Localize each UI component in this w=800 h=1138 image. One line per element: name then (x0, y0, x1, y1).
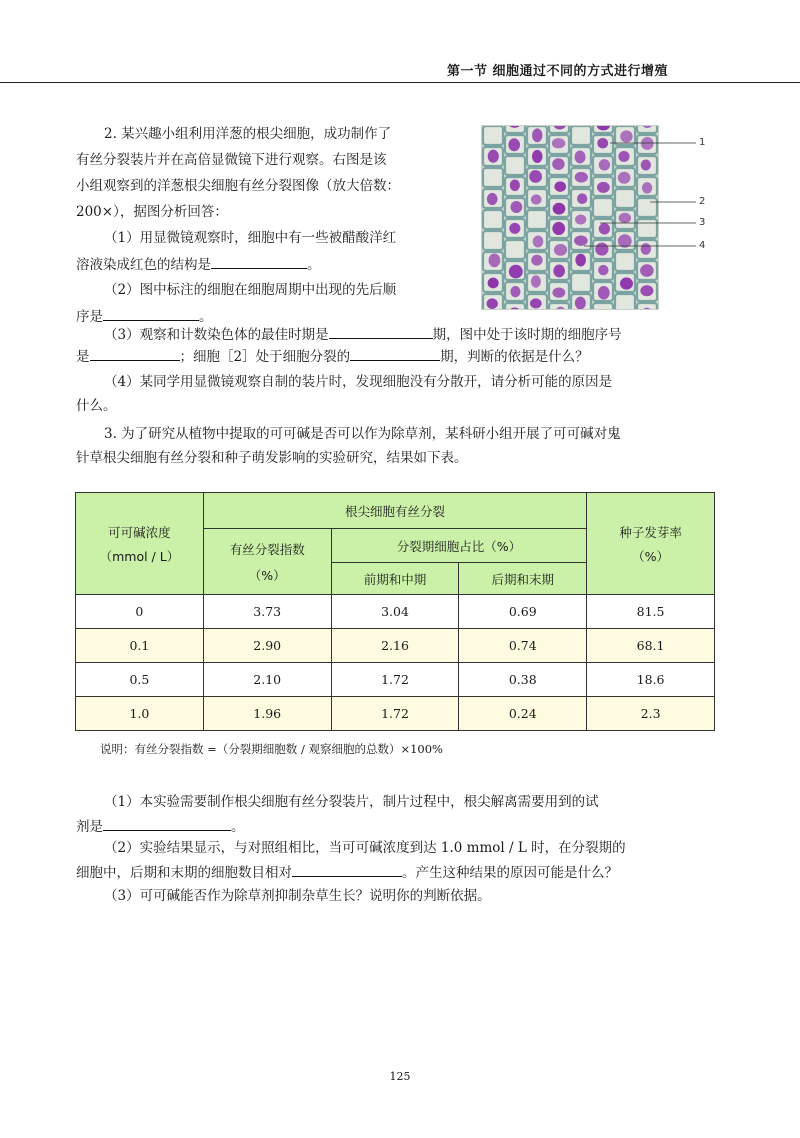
header-rule (0, 82, 800, 83)
cell-wall (527, 210, 547, 229)
cell-concentration: 1.0 (76, 697, 204, 731)
q2-intro-line4: 200×），据图分析回答： (76, 204, 228, 220)
cell-anaphase-telophase: 0.38 (459, 663, 587, 697)
header-division-ratio: 分裂期细胞占比（%） (331, 529, 587, 563)
cell-nucleus (575, 254, 586, 267)
cell-prophase-metaphase: 1.72 (331, 663, 459, 697)
cell-wall (483, 231, 503, 250)
cell-nucleus (488, 278, 499, 289)
q2-sub4-line1: （4）某同学用显微镜观察自制的装片时，发现细胞没有分散开，请分析可能的原因是 (104, 374, 613, 390)
cell-anaphase-telophase: 0.24 (459, 697, 587, 731)
cell-mitotic-index: 3.73 (203, 595, 331, 629)
header-anaphase-telophase: 后期和末期 (459, 563, 587, 595)
answer-blank[interactable] (350, 346, 440, 361)
header-concentration (76, 493, 204, 595)
cell-germination: 68.1 (587, 629, 715, 663)
cell-nucleus (598, 286, 610, 299)
q2-sub1-line1: （1）用显微镜观察时，细胞中有一些被醋酸洋红 (104, 230, 397, 246)
cell-mitotic-index: 2.10 (203, 663, 331, 697)
q2-sub3-text-d: ；细胞［2］处于细胞分裂的 (179, 349, 351, 365)
table-note: 说明：有丝分裂指数 =（分裂期细胞数 / 观察细胞的总数）×100% (100, 742, 443, 756)
cell-nucleus (509, 265, 523, 279)
cell-anaphase-telophase: 0.74 (459, 629, 587, 663)
answer-blank[interactable] (292, 862, 402, 877)
cell-wall (593, 303, 613, 309)
table-row (76, 697, 715, 731)
q3-sub1-line2 (76, 816, 245, 837)
cell-nucleus (510, 179, 520, 191)
q3-intro-line1: 3. 为了研究从植物中提取的可可碱是否可以作为除草剂，某科研小组开展了可可碱对鬼 (104, 426, 621, 442)
q2-sub4-line2: 什么。 (76, 398, 117, 414)
answer-blank[interactable] (329, 324, 433, 339)
figure-leader-lines (580, 135, 698, 255)
cell-nucleus (529, 170, 542, 183)
cell-germination: 81.5 (587, 595, 715, 629)
header-concentration-unit: （mmol / L） (99, 548, 180, 564)
q3-sub3-line1: （3）可可碱能否作为除草剂抑制杂草生长？说明你的判断依据。 (104, 888, 491, 904)
cell-nucleus (531, 275, 541, 287)
cell-nucleus (552, 138, 566, 148)
cell-nucleus (640, 285, 653, 296)
cell-nucleus (509, 223, 520, 234)
cell-nucleus (510, 201, 522, 213)
cell-nucleus (531, 255, 542, 266)
cell-nucleus (488, 150, 499, 163)
q2-sub1-end: 。 (307, 257, 321, 273)
q2-sub2-text: 序是 (76, 309, 103, 325)
header-prophase-metaphase: 前期和中期 (331, 563, 459, 595)
cell-prophase-metaphase: 1.72 (331, 697, 459, 731)
answer-blank[interactable] (90, 346, 180, 361)
cell-nucleus (553, 203, 566, 215)
q3-sub1-line1: （1）本实验需要制作根尖细胞有丝分裂装片，制片过程中，根尖解离需要用到的试 (104, 794, 599, 810)
q3-sub2-line1: （2）实验结果显示，与对照组相比，当可可碱浓度到达 1.0 mmol / L 时，在分裂期的 (104, 840, 626, 856)
q2-sub2-line1: （2）图中标注的细胞在细胞周期中出现的先后顺 (104, 282, 397, 298)
cell-nucleus (598, 265, 608, 276)
q2-sub3-line1 (104, 324, 622, 345)
q2-intro-line2: 有丝分裂装片并在高倍显微镜下进行观察。右图是该 (76, 152, 387, 168)
cell-wall (483, 126, 503, 145)
cell-nucleus (508, 138, 520, 151)
cell-wall (483, 168, 503, 187)
figure-label-1: 1 (699, 137, 706, 148)
cell-nucleus (620, 277, 633, 289)
q2-sub1-text: 溶液染成红色的结构是 (76, 257, 211, 273)
answer-blank[interactable] (211, 254, 307, 269)
q3-sub1-text: 剂是 (76, 819, 103, 835)
header-mitotic-index-label: 有丝分裂指数 (229, 541, 305, 557)
q2-sub3-text-a: （3）观察和计数染色体的最佳时期是 (104, 327, 329, 343)
header-germination (587, 493, 715, 595)
cell-nucleus (489, 253, 501, 267)
cell-nucleus (530, 298, 542, 308)
cell-nucleus (552, 158, 564, 170)
q3-sub2-line2 (76, 862, 618, 883)
cell-wall (483, 210, 503, 229)
cell-nucleus (531, 194, 542, 204)
cell-nucleus (532, 150, 543, 163)
figure-label-4: 4 (699, 240, 706, 251)
cell-anaphase-telophase: 0.69 (459, 595, 587, 629)
cell-prophase-metaphase: 3.04 (331, 595, 459, 629)
table-row (76, 663, 715, 697)
cell-concentration: 0.5 (76, 663, 204, 697)
q3-sub2-text-b: 。产生这种结果的原因可能是什么？ (402, 865, 618, 881)
q2-sub2-end: 。 (199, 309, 213, 325)
cell-mitotic-index: 2.90 (203, 629, 331, 663)
cell-nucleus (552, 222, 565, 235)
cell-germination: 2.3 (587, 697, 715, 731)
cell-nucleus (533, 236, 544, 248)
cell-nucleus (640, 264, 654, 277)
cell-mitotic-index: 1.96 (203, 697, 331, 731)
cell-nucleus (487, 193, 498, 205)
page-number: 125 (389, 1070, 411, 1083)
q2-intro-line3: 小组观察到的洋葱根尖细胞有丝分裂图像（放大倍数： (76, 178, 400, 194)
figure-label-3: 3 (699, 217, 706, 228)
header-mitotic-index-unit: （%） (248, 567, 286, 583)
cell-nucleus (575, 297, 586, 309)
cell-nucleus (510, 286, 520, 297)
q2-sub3-line2 (76, 346, 589, 367)
q2-sub1-line2 (76, 254, 321, 275)
cell-nucleus (487, 298, 498, 309)
answer-blank[interactable] (103, 306, 199, 321)
cell-prophase-metaphase: 2.16 (331, 629, 459, 663)
cell-nucleus (554, 244, 567, 256)
cell-wall (615, 294, 635, 309)
header-root-mitosis: 根尖细胞有丝分裂 (203, 493, 586, 529)
answer-blank[interactable] (103, 816, 231, 831)
table-row (76, 595, 715, 629)
q2-sub3-text-e: 期，判断的依据是什么？ (440, 349, 589, 365)
cell-nucleus (532, 128, 542, 142)
cell-germination: 18.6 (587, 663, 715, 697)
q3-intro-line2: 针草根尖细胞有丝分裂和种子萌发影响的实验研究，结果如下表。 (76, 450, 468, 466)
cell-nucleus (552, 288, 565, 298)
header-concentration-label: 可可碱浓度 (108, 524, 171, 540)
figure-label-2: 2 (699, 196, 706, 207)
header-germination-unit: （%） (632, 548, 670, 564)
q2-sub3-text-c: 是 (76, 349, 90, 365)
cell-wall (505, 156, 525, 175)
cell-concentration: 0 (76, 595, 204, 629)
header-mitotic-index (203, 529, 331, 595)
table-row (76, 629, 715, 663)
cell-wall (571, 273, 591, 292)
running-header (0, 60, 800, 86)
cell-wall (505, 240, 525, 259)
cell-concentration: 0.1 (76, 629, 204, 663)
q3-sub1-end: 。 (231, 819, 245, 835)
q3-sub2-text-a: 细胞中，后期和末期的细胞数目相对 (76, 865, 292, 881)
cell-nucleus (553, 264, 565, 277)
header-germination-label: 种子发芽率 (619, 524, 682, 540)
chapter-section-title: 第一节 细胞通过不同的方式进行增殖 (446, 64, 668, 79)
cocoa-alkaloid-results-table (75, 492, 715, 731)
cell-nucleus (554, 181, 566, 191)
q2-sub3-text-b: 期，图中处于该时期的细胞序号 (432, 327, 622, 343)
q2-intro-line1: 2. 某兴趣小组利用洋葱的根尖细胞，成功制作了 (104, 126, 392, 142)
